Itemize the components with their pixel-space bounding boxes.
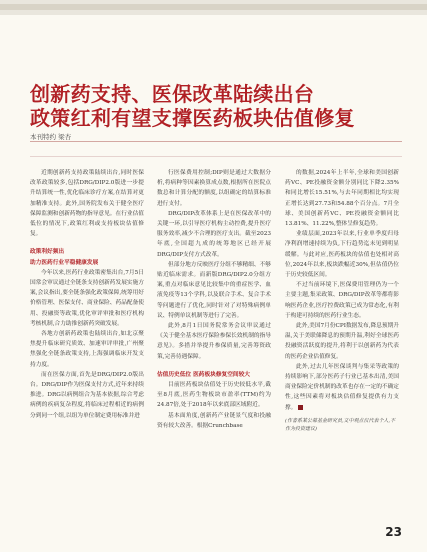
paragraph: 不过当前环境下,医保费用管理仍为一个主要主题,集采政策、DRG/DIP改革等都将影响医药企业,医疗控费政策已成为常态化,有利于构建可持续的医药行业生态。 xyxy=(285,282,399,319)
paragraph: 此外,8月1日国务院常务会议审议通过《关于健全基本医疗保险参保长效机制的指导意见》。多措并举提升参保质量,完善筹资政策,完善待遇保障。 xyxy=(157,323,271,360)
paragraph: 今年以来,医药行业政策密集出台,7月5日国常会审议通过全链条支持创新药发展实施方案,会议指出,要全链条强化政策保障,统筹用好价格管理、医保支付、商业保险、药品配备使用、投融资等政策,优化审评审批和医疗机构考核机制,合力助推创新药突破发展。 xyxy=(30,269,144,327)
section-heading-line-1: 政策利好频出 xyxy=(30,249,65,256)
title-divider xyxy=(30,141,402,142)
paragraph-text: 此外,过去几年医保谈判与集采等政策的持续影响下,部分医药子行业已基本出清,美国商业保险定价机制的改革也存在一定的不确定性,这些因素将对板块估值修复提供有力支撑。 xyxy=(285,363,399,411)
paragraph xyxy=(285,362,399,413)
author-byline: 本刊特约 梁杏 xyxy=(30,133,72,141)
article-title-line-1: 创新药支持、医保改革陆续出台 xyxy=(30,82,315,106)
paragraph: 近期创新药支持政策陆续出台,同时医保改革政策较多,包括DRG/DIP2.0版进一步提升结算统一性,优化临床诊疗方案,在结算对更加精准支持。此外,国务院发布关于健全医疗保障监测和创新药物的指导意见。在行业估值低位的情况下,政策红利或支持板块估值修复。 xyxy=(30,170,144,238)
section-heading xyxy=(30,247,144,267)
body-divider xyxy=(30,156,402,157)
paragraph: 目前医药板块估值处于历史较低水平,截至8月底,医药生物板块市盈率(TTM)约为24.87倍,处于2018年以来底部区域附近。 xyxy=(157,382,271,409)
section-heading-line-2: 助力医药行业平稳健康发展 xyxy=(30,259,99,266)
column-1 xyxy=(30,168,144,421)
end-of-article-mark xyxy=(298,405,303,410)
author-note: (作者系某公募基金研究员,文中观点仅代表个人,不作为投资建议) xyxy=(285,417,396,432)
article-title xyxy=(30,82,355,130)
paragraph: 的数据,2024年上半年,全球和美国创新药VC、PE投融资金额分别同比下降2.35%和同比增长15.51%,与去年同期相比均实现正增长达到27.73和54.88个百分点。7月全球、美国创新药VC、PE投融资金额同比13.81%、11.22%,整体呈修复趋势。 xyxy=(285,170,399,228)
paragraph: DRG/DIP改革体系上是在医保改革中的关键一环,以引导医疗机构主动控费,提升医疗服务效率,减少不合理的医疗支出。截至2023年底,全国超九成的统筹地区已经开展DRG/DIP支付方式改革。 xyxy=(157,210,271,258)
paragraph: 行医保费用控制;DIP则是通过大数据分析,将病种等因素换算成点数,根据所在医院点数总和计算分配的额度,以组确定的结算标准进行支付。 xyxy=(157,170,271,207)
column-2 xyxy=(157,168,271,431)
column-3 xyxy=(285,168,399,433)
article-title-line-2: 政策红利有望支撑医药板块估值修复 xyxy=(30,106,355,130)
paragraph: 但部分地方反映医疗分组不够精细、不够贴近临床需求。而新版DRG/DIP2.0分组方案,重点对临床意见比较集中的重症医学、血液免疫等13个学科,以及联合手术、复合手术等问题进行了优化,同时针对了对特殊病例单议、特例单议机制等进行了完善。 xyxy=(157,261,271,319)
paragraph: 而在医保方面,首先是DRG/DIP2.0版出台。DRG/DIP作为医保支付方式,近年来持续推进。DRG以病例组合为基本依据,综合考虑病例的疾病复杂程度,将临床过程相近的病例分到同一个组,以组为单位制定费用标准并进 xyxy=(30,371,144,419)
paragraph: 基本面角度,创新药产业链景气度和投融资有较大改善。根据Crunchbase xyxy=(157,412,271,429)
section-heading: 估值历史低位 医药板块修复空间较大 xyxy=(157,371,250,378)
top-decor-accent xyxy=(0,4,427,10)
page-number: 23 xyxy=(385,525,402,539)
paragraph: 各地方创新药政策也陆续出台,如北京聚焦提升临床研究质效、加速审评审批,广州聚焦强化全链条政策支持,上海强调临床开发支持力度。 xyxy=(30,331,144,368)
paragraph: 业绩层面,2023年以来,行业单季度归母净利润增速持续为负,下行趋势迄未见到明显缓解。与此对应,医药板块的估值也处相对高位,2024年以来,板块跌幅近30%,但估值仍位于历史较低区间。 xyxy=(285,231,399,279)
paragraph: 此外,美国7月份CPI数据发布,降息预期升温,关于美联储降息的预期升温,利好全球医药投融资活跃度的提升,将利于以创新药为代表的医药企业估值修复。 xyxy=(285,323,399,360)
